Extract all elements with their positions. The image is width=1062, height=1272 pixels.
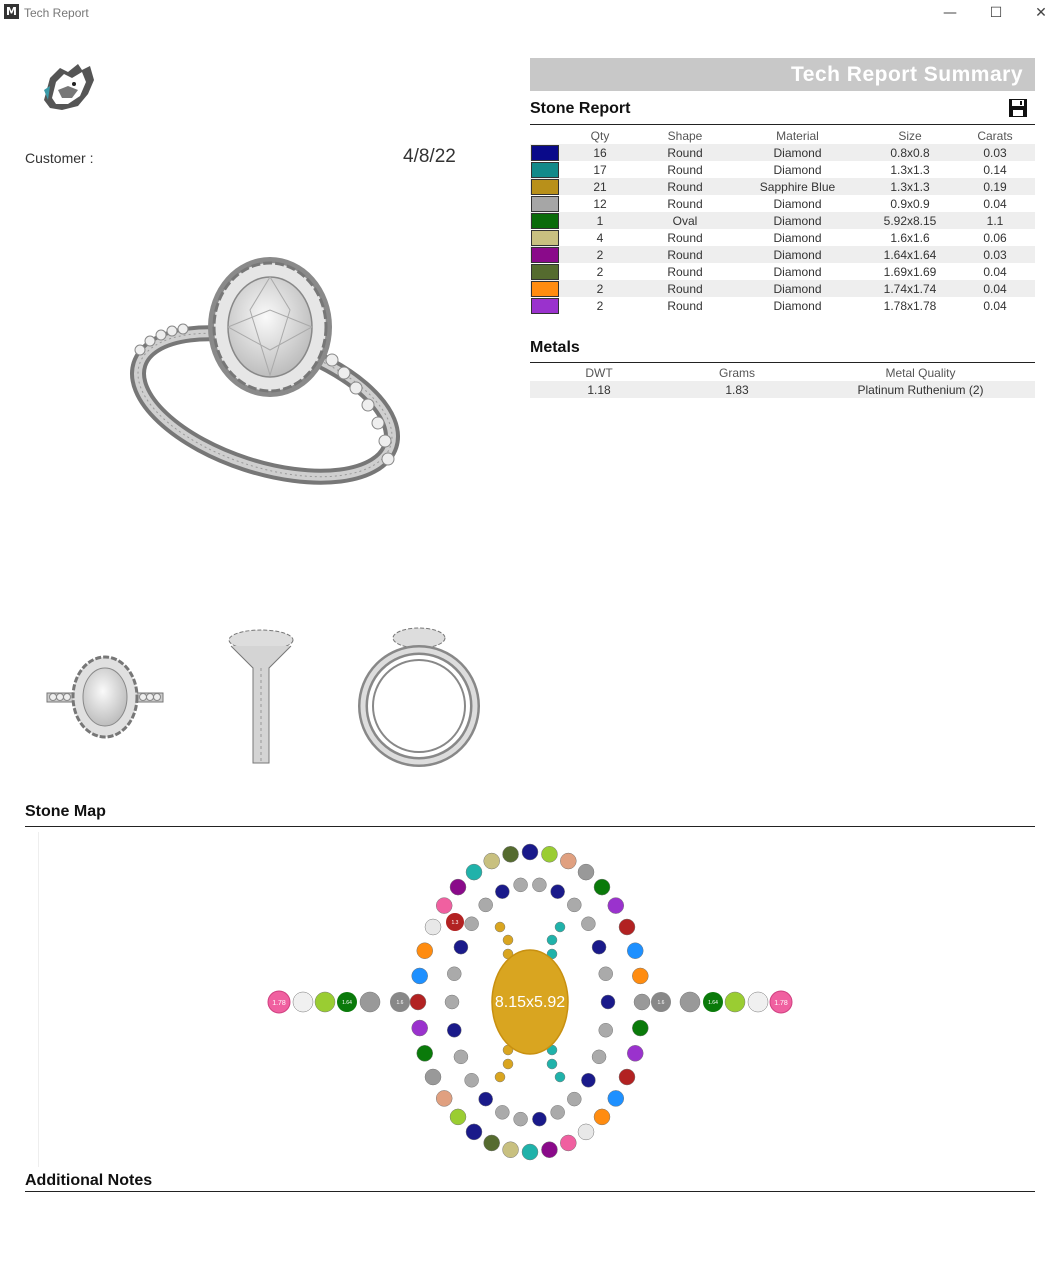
shank-stone-marker bbox=[360, 992, 380, 1012]
grams-column-header: Grams bbox=[719, 365, 755, 380]
maximize-button[interactable]: ☐ bbox=[989, 5, 1003, 21]
stone-row bbox=[530, 161, 1035, 178]
minimize-button[interactable]: — bbox=[943, 5, 957, 21]
halo-stone-marker bbox=[560, 853, 576, 869]
prong-stone-marker bbox=[503, 935, 513, 945]
stone-row bbox=[530, 297, 1035, 314]
shank-stone-marker bbox=[315, 992, 335, 1012]
summary-header bbox=[530, 58, 1035, 91]
stone-map-diagram bbox=[25, 832, 1035, 1167]
inner-halo-stone-marker bbox=[445, 995, 459, 1009]
qty-cell: 2 bbox=[560, 280, 640, 297]
shank-stone-marker bbox=[748, 992, 768, 1012]
halo-stone-marker bbox=[466, 864, 482, 880]
stone-map-heading: Stone Map bbox=[25, 803, 106, 820]
inner-halo-stone-marker bbox=[495, 1105, 509, 1119]
size-cell: 0.9x0.9 bbox=[890, 196, 930, 211]
shape-column-header: Shape bbox=[667, 128, 703, 143]
halo-stone-marker bbox=[541, 1142, 557, 1158]
stone-row bbox=[530, 212, 1035, 229]
material-cell: Diamond bbox=[773, 230, 822, 245]
halo-stone-marker bbox=[436, 898, 452, 914]
metal-quality-cell: Platinum Ruthenium (2) bbox=[806, 381, 1035, 398]
halo-stone-marker bbox=[627, 1045, 643, 1061]
color-cell bbox=[530, 212, 560, 229]
window-titlebar bbox=[0, 0, 1062, 26]
size-cell: 1.78x1.78 bbox=[883, 298, 937, 313]
metals-rule bbox=[530, 362, 1035, 363]
halo-stone-marker bbox=[632, 1020, 648, 1036]
inner-halo-stone-marker bbox=[592, 940, 606, 954]
carats-cell: 1.1 bbox=[955, 212, 1035, 229]
carats-cell: 0.19 bbox=[955, 178, 1035, 195]
carats-cell: 0.03 bbox=[955, 246, 1035, 263]
color-cell bbox=[530, 178, 560, 195]
qty-cell: 4 bbox=[596, 230, 604, 245]
halo-stone-marker bbox=[436, 1090, 452, 1106]
halo-stone-marker bbox=[503, 1142, 519, 1158]
ring-perspective-render bbox=[120, 255, 410, 495]
stone-row bbox=[530, 144, 1035, 161]
window-title: Tech Report bbox=[24, 6, 89, 20]
qty-cell: 16 bbox=[560, 144, 640, 161]
color-cell bbox=[530, 195, 560, 212]
inner-halo-stone-marker bbox=[465, 917, 479, 931]
inner-halo-stone-marker bbox=[592, 1050, 606, 1064]
color-cell bbox=[530, 229, 560, 246]
color-cell bbox=[530, 144, 560, 161]
inner-halo-stone-marker bbox=[567, 898, 581, 912]
right-inner-stone-label: 1.64 bbox=[708, 1000, 718, 1006]
size-cell: 1.64x1.64 bbox=[865, 246, 955, 263]
qty-cell: 2 bbox=[596, 298, 604, 313]
halo-stone-marker bbox=[425, 1069, 441, 1085]
metals-table bbox=[530, 364, 1035, 398]
qty-cell: 12 bbox=[593, 196, 607, 211]
prong-stone-marker bbox=[555, 922, 565, 932]
halo-stone-marker bbox=[503, 846, 519, 862]
halo-stone-marker bbox=[412, 1020, 428, 1036]
stone-row bbox=[530, 195, 1035, 212]
color-column-header bbox=[530, 127, 560, 144]
material-cell: Diamond bbox=[730, 144, 865, 161]
metals-row bbox=[530, 381, 1035, 398]
halo-stone-marker bbox=[594, 1109, 610, 1125]
carats-column-header: Carats bbox=[977, 128, 1013, 143]
stone-report-heading: Stone Report bbox=[530, 100, 631, 117]
carats-cell: 0.06 bbox=[983, 230, 1007, 245]
color-cell bbox=[530, 246, 560, 263]
inner-halo-stone-marker bbox=[551, 885, 565, 899]
shank-stone-marker bbox=[725, 992, 745, 1012]
color-cell bbox=[530, 263, 560, 280]
halo-stone-marker bbox=[627, 943, 643, 959]
metals-heading: Metals bbox=[530, 339, 580, 356]
carats-cell: 0.04 bbox=[983, 196, 1007, 211]
stone-report-rule bbox=[530, 124, 1035, 125]
halo-stone-marker bbox=[522, 1144, 538, 1160]
halo-stone-marker bbox=[634, 994, 650, 1010]
inner-halo-stone-marker bbox=[465, 1073, 479, 1087]
additional-notes-heading: Additional Notes bbox=[25, 1172, 153, 1189]
shank-stone-marker bbox=[293, 992, 313, 1012]
halo-stone-marker bbox=[560, 1135, 576, 1151]
inner-halo-stone-marker bbox=[601, 995, 615, 1009]
prong-stone-marker bbox=[547, 935, 557, 945]
halo-stone-marker bbox=[608, 1090, 624, 1106]
qty-column-header: Qty bbox=[590, 128, 610, 143]
shape-cell: Round bbox=[667, 298, 703, 313]
stone-table-header bbox=[530, 127, 1035, 144]
stone-row bbox=[530, 263, 1035, 280]
stone-row bbox=[530, 178, 1035, 195]
carats-cell: 0.04 bbox=[983, 298, 1007, 313]
shape-cell: Round bbox=[640, 280, 730, 297]
prong-stone-marker bbox=[495, 1072, 505, 1082]
halo-stone-marker bbox=[450, 879, 466, 895]
carats-cell: 0.04 bbox=[955, 280, 1035, 297]
size-cell: 0.8x0.8 bbox=[865, 144, 955, 161]
inner-halo-stone-marker bbox=[599, 1023, 613, 1037]
left-outer-stone-label: 1.78 bbox=[272, 1000, 286, 1007]
app-icon: M bbox=[4, 4, 19, 19]
inner-halo-stone-marker bbox=[599, 967, 613, 981]
material-cell: Diamond bbox=[773, 298, 822, 313]
material-cell: Diamond bbox=[730, 280, 865, 297]
qty-cell: 1 bbox=[560, 212, 640, 229]
size-cell: 1.69x1.69 bbox=[883, 264, 937, 279]
qty-cell: 2 bbox=[596, 264, 604, 279]
shape-cell: Round bbox=[667, 230, 703, 245]
color-swatch bbox=[531, 145, 559, 161]
material-cell: Diamond bbox=[773, 162, 822, 177]
halo-stone-marker bbox=[412, 968, 428, 984]
color-cell bbox=[530, 297, 560, 314]
inner-halo-stone-marker bbox=[454, 1050, 468, 1064]
color-cell bbox=[530, 280, 560, 297]
left-shank-stone-label: 1.6 bbox=[396, 1000, 404, 1006]
color-swatch bbox=[531, 179, 559, 195]
material-cell: Diamond bbox=[730, 212, 865, 229]
inner-halo-stone-marker bbox=[495, 885, 509, 899]
halo-stone-marker bbox=[578, 864, 594, 880]
inner-halo-stone-marker bbox=[581, 1073, 595, 1087]
prong-stone-marker bbox=[547, 1059, 557, 1069]
metal-quality-column-header: Metal Quality bbox=[885, 365, 956, 380]
prong-stone-marker bbox=[503, 1059, 513, 1069]
shape-cell: Round bbox=[667, 162, 703, 177]
halo-stone-label: 1.3 bbox=[451, 920, 459, 926]
center-stone-label: 8.15x5.92 bbox=[494, 994, 566, 1011]
grams-cell: 1.83 bbox=[668, 381, 806, 398]
right-outer-stone-label: 1.78 bbox=[774, 1000, 788, 1007]
ring-top-view bbox=[45, 655, 165, 740]
halo-stone-marker bbox=[450, 1109, 466, 1125]
qty-cell: 17 bbox=[593, 162, 607, 177]
color-cell bbox=[530, 161, 560, 178]
material-cell: Diamond bbox=[773, 196, 822, 211]
halo-stone-marker bbox=[608, 898, 624, 914]
halo-stone-marker bbox=[619, 919, 635, 935]
halo-stone-marker bbox=[484, 1135, 500, 1151]
stone-report-table bbox=[530, 127, 1035, 314]
prong-stone-marker bbox=[495, 922, 505, 932]
ring-front-view bbox=[355, 624, 483, 769]
color-swatch bbox=[531, 213, 559, 229]
inner-halo-stone-marker bbox=[479, 898, 493, 912]
shape-cell: Round bbox=[640, 144, 730, 161]
inner-halo-stone-marker bbox=[447, 1023, 461, 1037]
halo-stone-marker bbox=[417, 943, 433, 959]
customer-label: Customer : bbox=[25, 150, 94, 166]
ring-side-view bbox=[225, 628, 297, 768]
halo-stone-marker bbox=[594, 879, 610, 895]
inner-halo-stone-marker bbox=[447, 967, 461, 981]
shank-stone-marker bbox=[680, 992, 700, 1012]
stone-row bbox=[530, 229, 1035, 246]
color-swatch bbox=[531, 298, 559, 314]
halo-stone-marker bbox=[425, 919, 441, 935]
shape-cell: Round bbox=[667, 264, 703, 279]
close-button[interactable]: ✕ bbox=[1035, 5, 1047, 21]
halo-stone-marker bbox=[466, 1124, 482, 1140]
carats-cell: 0.03 bbox=[955, 144, 1035, 161]
inner-halo-stone-marker bbox=[514, 1112, 528, 1126]
color-swatch bbox=[531, 230, 559, 246]
size-cell: 1.74x1.74 bbox=[865, 280, 955, 297]
halo-stone-marker bbox=[578, 1124, 594, 1140]
shape-cell: Round bbox=[640, 246, 730, 263]
size-column-header: Size bbox=[898, 128, 922, 143]
color-swatch bbox=[531, 196, 559, 212]
inner-halo-stone-marker bbox=[567, 1092, 581, 1106]
halo-stone-marker bbox=[632, 968, 648, 984]
rhino-logo-icon bbox=[38, 60, 98, 112]
shape-cell: Round bbox=[640, 178, 730, 195]
inner-halo-stone-marker bbox=[532, 878, 546, 892]
dwt-cell: 1.18 bbox=[530, 381, 668, 398]
additional-notes-rule bbox=[25, 1191, 1035, 1192]
qty-cell: 2 bbox=[560, 246, 640, 263]
carats-cell: 0.04 bbox=[983, 264, 1007, 279]
halo-stone-marker bbox=[410, 994, 426, 1010]
halo-stone-marker bbox=[484, 853, 500, 869]
halo-stone-marker bbox=[417, 1045, 433, 1061]
stone-row bbox=[530, 246, 1035, 263]
metals-table-header bbox=[530, 364, 1035, 381]
inner-halo-stone-marker bbox=[514, 878, 528, 892]
color-swatch bbox=[531, 281, 559, 297]
material-cell: Sapphire Blue bbox=[730, 178, 865, 195]
material-column-header: Material bbox=[776, 128, 819, 143]
right-shank-stone-label: 1.6 bbox=[657, 1000, 665, 1006]
size-cell: 1.3x1.3 bbox=[890, 162, 930, 177]
size-cell: 1.6x1.6 bbox=[890, 230, 930, 245]
halo-stone-marker bbox=[619, 1069, 635, 1085]
summary-title: Tech Report Summary bbox=[791, 63, 1023, 86]
report-date: 4/8/22 bbox=[403, 146, 456, 167]
color-swatch bbox=[531, 162, 559, 178]
dwt-column-header: DWT bbox=[585, 365, 613, 380]
stone-map-rule bbox=[25, 826, 1035, 827]
halo-stone-marker bbox=[541, 846, 557, 862]
halo-stone-marker bbox=[522, 844, 538, 860]
inner-halo-stone-marker bbox=[551, 1105, 565, 1119]
material-cell: Diamond bbox=[773, 264, 822, 279]
left-inner-stone-label: 1.64 bbox=[342, 1000, 352, 1006]
size-cell: 1.3x1.3 bbox=[865, 178, 955, 195]
prong-stone-marker bbox=[555, 1072, 565, 1082]
color-swatch bbox=[531, 264, 559, 280]
inner-halo-stone-marker bbox=[479, 1092, 493, 1106]
inner-halo-stone-marker bbox=[581, 917, 595, 931]
carats-cell: 0.14 bbox=[983, 162, 1007, 177]
stone-row bbox=[530, 280, 1035, 297]
shape-cell: Round bbox=[667, 196, 703, 211]
material-cell: Diamond bbox=[730, 246, 865, 263]
inner-halo-stone-marker bbox=[454, 940, 468, 954]
save-icon[interactable] bbox=[1008, 98, 1028, 118]
color-swatch bbox=[531, 247, 559, 263]
inner-halo-stone-marker bbox=[532, 1112, 546, 1126]
shape-cell: Oval bbox=[640, 212, 730, 229]
qty-cell: 21 bbox=[560, 178, 640, 195]
size-cell: 5.92x8.15 bbox=[865, 212, 955, 229]
